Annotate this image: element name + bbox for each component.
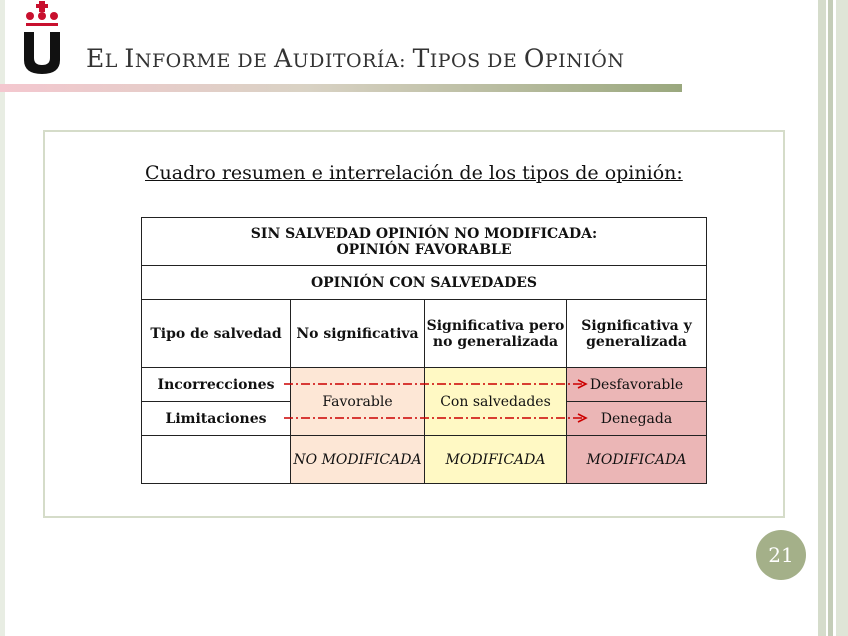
title-part: PINIÓN xyxy=(544,50,625,72)
title-part: UDITORÍA: xyxy=(292,50,413,72)
col-header-significativa-generalizada: Significativa y generalizada xyxy=(567,300,707,368)
title-underline xyxy=(0,84,682,92)
university-logo-icon xyxy=(22,0,62,76)
left-border-decoration xyxy=(0,0,5,636)
title-part: I xyxy=(124,44,135,73)
table-caption: Cuadro resumen e interrelación de los tipos de opinión: xyxy=(145,162,683,184)
cell-no-modificada: NO MODIFICADA xyxy=(291,436,425,484)
row-label-limitaciones: Limitaciones xyxy=(142,402,291,436)
cell-con-salvedades: Con salvedades xyxy=(425,368,567,436)
cell-desfavorable: Desfavorable xyxy=(567,368,707,402)
page-number-badge: 21 xyxy=(756,530,806,580)
row-label-incorrecciones: Incorrecciones xyxy=(142,368,291,402)
right-border-decoration-2 xyxy=(828,0,833,636)
slide-title xyxy=(86,44,624,73)
cell-modificada-2: MODIFICADA xyxy=(567,436,707,484)
title-part: A xyxy=(274,44,293,73)
sin-salvedad-line1: SIN SALVEDAD OPINIÓN NO MODIFICADA: xyxy=(250,225,598,242)
title-part: IPOS DE xyxy=(429,50,524,72)
right-border-decoration xyxy=(818,0,826,636)
title-part: E xyxy=(86,44,105,73)
opinion-summary-table xyxy=(141,217,707,484)
sin-salvedad-header xyxy=(142,218,707,266)
col-header-no-significativa: No significativa xyxy=(291,300,425,368)
right-border-decoration-3 xyxy=(836,0,848,636)
title-part: NFORME DE xyxy=(134,50,275,72)
sin-salvedad-line2: OPINIÓN FAVORABLE xyxy=(336,241,512,258)
title-part: T xyxy=(412,44,430,73)
col-header-tipo: Tipo de salvedad xyxy=(142,300,291,368)
col-header-significativa-no-generalizada: Significativa pero no generalizada xyxy=(425,300,567,368)
cell-empty xyxy=(142,436,291,484)
title-part: L xyxy=(104,50,125,72)
cell-denegada: Denegada xyxy=(567,402,707,436)
title-part: O xyxy=(523,44,545,73)
con-salvedades-header: OPINIÓN CON SALVEDADES xyxy=(142,266,707,300)
cell-modificada-1: MODIFICADA xyxy=(425,436,567,484)
cell-favorable: Favorable xyxy=(291,368,425,436)
